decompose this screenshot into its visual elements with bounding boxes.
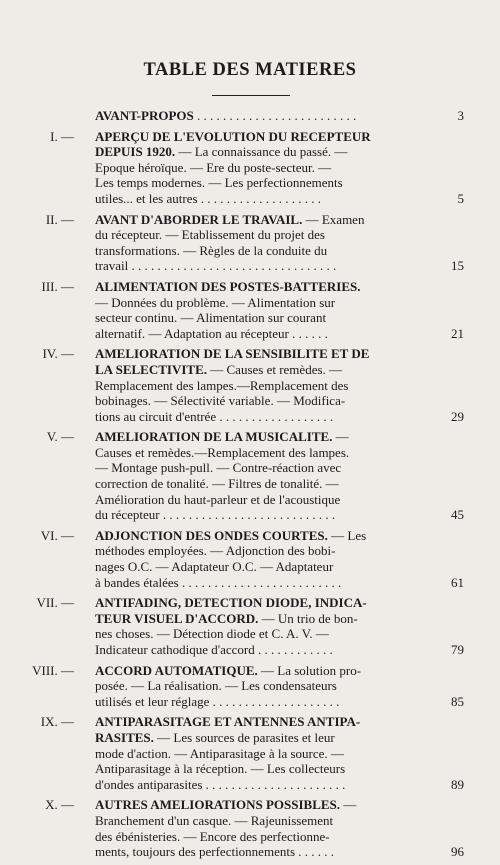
chapter-text-line <box>95 694 433 710</box>
chapter-numeral: IX. — <box>40 714 74 730</box>
chapter-text-line <box>95 108 433 124</box>
chapter-text-line <box>95 295 433 311</box>
page-number: 79 <box>451 642 464 657</box>
chapter-description: — Montage push-pull. — Contre-réaction avec <box>95 460 342 476</box>
toc-entry <box>0 346 500 424</box>
chapter-text <box>95 108 433 124</box>
chapter-numeral: VIII. — <box>32 662 74 678</box>
chapter-text-line <box>95 393 433 409</box>
toc-entry <box>0 528 500 590</box>
chapter-text-line <box>95 346 433 362</box>
chapter-text-line <box>95 362 433 378</box>
page-number: 61 <box>451 574 464 590</box>
page-number: 15 <box>451 258 464 274</box>
chapter-description: — Examen <box>302 211 365 227</box>
chapter-description: Causes et remèdes.—Remplacement des lampes. <box>95 444 350 460</box>
chapter-text <box>95 279 433 341</box>
chapter-description: Branchement d'un casque. — Rajeunissement <box>95 812 334 828</box>
chapter-text-line <box>95 813 433 829</box>
chapter-description: à bandes étalées . . . . . . . . . . . . . . . . . . . . . . . . . <box>95 574 342 590</box>
chapter-text-line <box>95 243 433 259</box>
page-number: 5 <box>457 190 464 206</box>
chapter-description: — Données du problème. — Alimentation sur <box>95 294 336 310</box>
chapter-text-line <box>95 730 433 746</box>
chapter-text-line <box>95 378 433 394</box>
chapter-heading: AMELIORATION DE LA SENSIBILITE ET DE <box>95 346 370 362</box>
chapter-description: mode d'action. — Antiparasitage à la source. — <box>95 745 344 761</box>
chapter-description: méthodes employées. — Adjonction des bobi- <box>95 543 336 559</box>
chapter-description: du récepteur. — Etablissement du projet des <box>95 227 325 243</box>
chapter-description: du récepteur . . . . . . . . . . . . . . . . . . . . . . . . . . . <box>95 507 336 523</box>
chapter-text-line <box>95 595 433 611</box>
chapter-description: — La solution pro- <box>257 662 362 678</box>
chapter-text-line <box>95 445 433 461</box>
chapter-text-line <box>95 476 433 492</box>
chapter-text-line <box>95 678 433 694</box>
chapter-text-line <box>95 212 433 228</box>
toc-entry <box>0 108 500 124</box>
page-title: TABLE DES MATIERES <box>143 60 357 80</box>
chapter-text <box>95 212 433 274</box>
chapter-text-line <box>95 492 433 508</box>
chapter-text-line <box>95 310 433 326</box>
chapter-text <box>95 528 433 590</box>
chapter-text-line <box>95 129 433 145</box>
chapter-description: d'ondes antiparasites . . . . . . . . . . . . . . . . . . . . . . <box>95 776 346 792</box>
page-number: 89 <box>451 776 464 792</box>
chapter-text-line <box>95 543 433 559</box>
chapter-text-line <box>95 279 433 295</box>
page-number: 85 <box>451 693 464 709</box>
chapter-text-line <box>95 409 433 425</box>
chapter-description: correction de tonalité. — Filtres de tonalité. — <box>95 476 339 492</box>
chapter-description: nes choses. — Détection diode et C. A. V. — <box>95 626 329 642</box>
chapter-text <box>95 429 433 523</box>
chapter-description: Indicateur cathodique d'accord . . . . . . . . . . . . <box>95 642 333 657</box>
chapter-description: . . . . . . . . . . . . . . . . . . . . . . . . . <box>193 108 357 123</box>
chapter-heading: AMELIORATION DE LA MUSICALITE. <box>95 429 333 445</box>
toc-entry <box>0 714 500 792</box>
chapter-text-line <box>95 611 433 627</box>
chapter-description: Remplacement des lampes.—Remplacement des <box>95 377 349 393</box>
chapter-text-line <box>95 559 433 575</box>
chapter-text <box>95 346 433 424</box>
chapter-heading: APERÇU DE L'EVOLUTION DU RECEPTEUR <box>95 128 371 144</box>
chapter-text-line <box>95 460 433 476</box>
chapter-description: ments, toujours des perfectionnements . . . . . . <box>95 844 335 860</box>
page-number: 21 <box>451 325 464 341</box>
chapter-description: — Causes et remèdes. — <box>207 361 343 377</box>
chapter-text-line <box>95 258 433 274</box>
chapter-numeral: VII. — <box>36 595 74 611</box>
chapter-heading: AVANT-PROPOS <box>95 108 194 123</box>
chapter-description: — Les <box>327 527 367 543</box>
chapter-heading: LA SELECTIVITE. <box>95 361 207 377</box>
chapter-heading: ANTIFADING, DETECTION DIODE, INDICA- <box>95 595 367 611</box>
chapter-text-line <box>95 642 433 658</box>
chapter-description: — <box>332 429 349 445</box>
chapter-text-line <box>95 626 433 642</box>
chapter-description: Epoque héroïque. — Ere du poste-secteur. — <box>95 159 332 175</box>
chapter-text-line <box>95 575 433 591</box>
chapter-heading: DEPUIS 1920. <box>95 144 176 160</box>
toc-entry <box>0 595 500 657</box>
chapter-text-line <box>95 507 433 523</box>
chapter-numeral: X. — <box>45 797 74 813</box>
chapter-heading: AUTRES AMELIORATIONS POSSIBLES. <box>95 797 341 813</box>
chapter-description: utiles... et les autres . . . . . . . . . . . . . . . . . . . <box>95 190 322 206</box>
chapter-heading: RASITES. <box>95 729 154 745</box>
chapter-text-line <box>95 144 433 160</box>
chapter-text-line <box>95 160 433 176</box>
chapter-text-line <box>95 777 433 793</box>
chapter-numeral: VI. — <box>40 527 74 543</box>
chapter-heading: ALIMENTATION DES POSTES-BATTERIES. <box>95 278 361 294</box>
chapter-description: transformations. — Règles de la conduite du <box>95 242 328 258</box>
table-of-contents <box>0 108 500 865</box>
chapter-description: alternatif. — Adaptation au récepteur . . . . . . <box>95 325 328 341</box>
chapter-description: — Un trio de bon- <box>258 610 358 626</box>
chapter-numeral: II. — <box>45 211 74 227</box>
chapter-numeral: I. — <box>50 128 74 144</box>
chapter-text-line <box>95 191 433 207</box>
toc-entry <box>0 429 500 523</box>
chapter-numeral: IV. — <box>42 346 74 362</box>
chapter-text-line <box>95 227 433 243</box>
page-number: 45 <box>451 507 464 523</box>
chapter-text-line <box>95 829 433 845</box>
chapter-description: Amélioration du haut-parleur et de l'acoustique <box>95 491 341 507</box>
chapter-description: posée. — La réalisation. — Les condensateurs <box>95 678 337 694</box>
chapter-text <box>95 663 433 710</box>
chapter-text-line <box>95 761 433 777</box>
chapter-heading: ANTIPARASITAGE ET ANTENNES ANTIPA- <box>95 714 361 730</box>
title-rule <box>212 95 290 96</box>
chapter-text <box>95 595 433 657</box>
chapter-description: — Les sources de parasites et leur <box>153 729 335 745</box>
page-number: 3 <box>457 108 464 123</box>
chapter-description: travail . . . . . . . . . . . . . . . . . . . . . . . . . . . . . . . . <box>95 258 337 274</box>
chapter-text <box>95 129 433 207</box>
page-number: 29 <box>451 408 464 424</box>
toc-entry <box>0 129 500 207</box>
chapter-description: Les temps modernes. — Les perfectionnements <box>95 175 343 191</box>
chapter-text-line <box>95 663 433 679</box>
chapter-description: tions au circuit d'entrée . . . . . . . . . . . . . . . . . . <box>95 408 334 424</box>
chapter-text-line <box>95 714 433 730</box>
chapter-heading: ACCORD AUTOMATIQUE. <box>95 662 258 678</box>
chapter-text-line <box>95 528 433 544</box>
chapter-text-line <box>95 326 433 342</box>
chapter-description: utilisés et leur réglage . . . . . . . . . . . . . . . . . . . . <box>95 693 340 709</box>
chapter-description: Antiparasitage à la réception. — Les collecteurs <box>95 761 346 777</box>
chapter-heading: AVANT D'ABORDER LE TRAVAIL. <box>95 211 303 227</box>
chapter-text-line <box>95 844 433 860</box>
chapter-heading: ADJONCTION DES ONDES COURTES. <box>95 527 328 543</box>
chapter-numeral: V. — <box>46 429 74 445</box>
chapter-text-line <box>95 429 433 445</box>
chapter-description: secteur continu. — Alimentation sur courant <box>95 310 327 326</box>
page-number: 96 <box>451 844 464 860</box>
chapter-heading: TEUR VISUEL D'ACCORD. <box>95 610 259 626</box>
chapter-text-line <box>95 175 433 191</box>
chapter-description: — <box>340 797 357 813</box>
chapter-description: des ébénisteries. — Encore des perfectionne- <box>95 828 330 844</box>
chapter-text-line <box>95 746 433 762</box>
chapter-text-line <box>95 797 433 813</box>
chapter-text <box>95 714 433 792</box>
toc-entry <box>0 663 500 710</box>
toc-entry <box>0 279 500 341</box>
chapter-description: nages O.C. — Adaptateur O.C. — Adaptateur <box>95 559 334 575</box>
toc-entry <box>0 212 500 274</box>
chapter-description: — La connaissance du passé. — <box>175 144 348 160</box>
chapter-numeral: III. — <box>41 278 74 294</box>
chapter-description: bobinages. — Sélectivité variable. — Modifica- <box>95 393 346 409</box>
